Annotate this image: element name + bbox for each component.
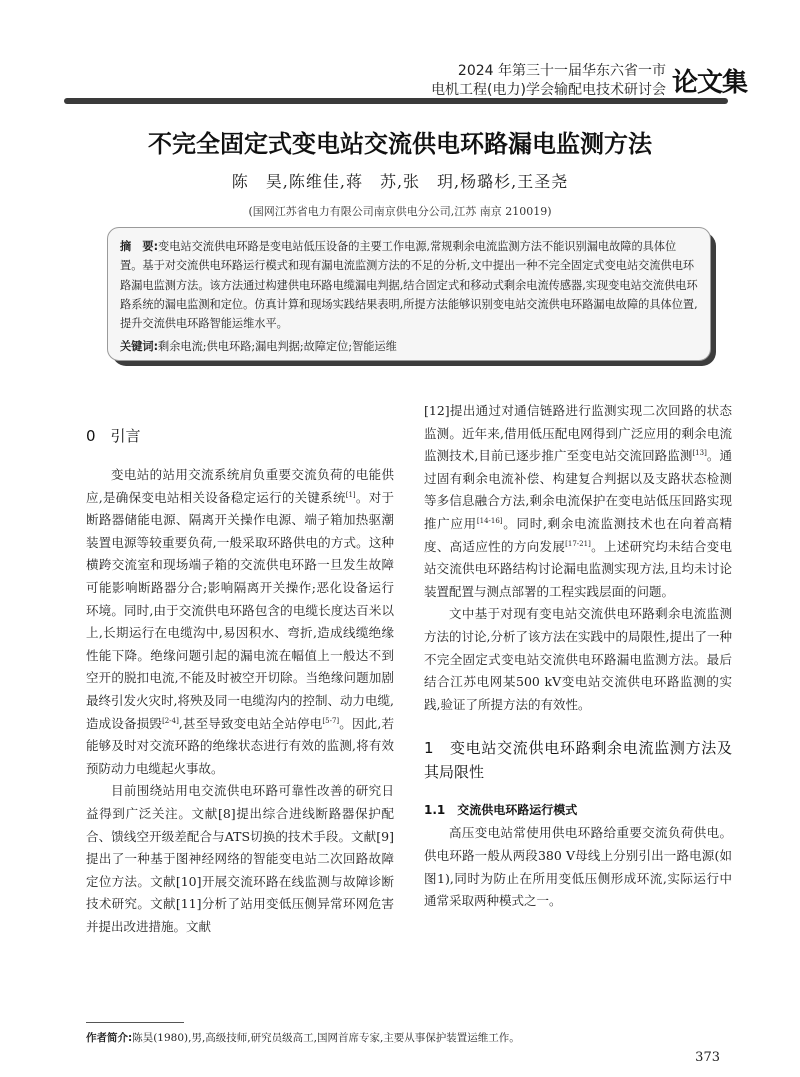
abstract-text: 变电站交流供电环路是变电站低压设备的主要工作电源,常规剩余电流监测方法不能识别漏电故障的具体位置。基于对交流供电环路运行模式和现有漏电流监测方法的不足的分析,文中提出一种不完全固定式变电站交流供电环路漏电监测方法。该方法通过构建供电环路电缆漏电判据,结合固定式和移动式剩余电流传感器,实现变电站交流供电环路系统的漏电监测和定位。仿真计算和现场实践结果表明,所提方法能够识别变电站交流供电环路漏电故障的具体位置,提升交流供电环路智能运维水平。 xyxy=(120,240,698,331)
text-run: 。上述研究均未结合变电站交流供电环路结构讨论漏电监测实现方法,且均未讨论装置配置与测点部署的工程实践层面的问题。 xyxy=(424,538,732,599)
page-number: 373 xyxy=(695,1050,720,1065)
paper-title: 不完全固定式变电站交流供电环路漏电监测方法 xyxy=(148,130,652,158)
section-0-heading: 0 引言 xyxy=(86,427,141,445)
citation: [13] xyxy=(692,449,707,458)
citation: [2-4] xyxy=(162,716,179,725)
abstract-box xyxy=(107,227,711,361)
keywords-label: 关键词: xyxy=(120,340,159,354)
citation: [14-16] xyxy=(476,516,503,525)
author-footnote xyxy=(86,1030,726,1046)
paragraph-3 xyxy=(424,400,732,603)
text-run: 。因此,若能够及时对交流环路的绝缘状态进行有效的监测,将有效预防动力电缆起火事故。 xyxy=(86,715,394,776)
text-run: ,甚至导致变电站全站停电 xyxy=(178,715,323,731)
keywords-text: 剩余电流;供电环路;漏电判据;故障定位;智能运维 xyxy=(158,340,397,354)
text-run: 。同时,剩余电流监测技术也在向着高精度、高适应性的方向发展 xyxy=(424,515,732,554)
section-1-1-heading: 1.1 交流供电环路运行模式 xyxy=(424,803,578,818)
header-proceedings-tag: 论文集 xyxy=(672,68,748,98)
paragraph-1 xyxy=(86,464,394,780)
paragraph-4: 文中基于对现有变电站交流供电环路剩余电流监测方法的讨论,分析了该方法在实践中的局限性,提出了一种不完全固定式变电站交流供电环路漏电监测方法。最后结合江苏电网某500 kV变电站交流供电环路监测的实践,验证了所提方法的有效性。 xyxy=(424,606,732,712)
header-line-1: 2024 年第三十一届华东六省一市 xyxy=(457,63,666,79)
text-run: [12]提出通过对通信链路进行监测实现二次回路的状态监测。近年来,借用低压配电网得到广泛应用的剩余电流监测技术,目前已逐步推广至变电站交流回路监测 xyxy=(424,403,732,464)
left-column xyxy=(86,400,394,938)
citation: [17-21] xyxy=(565,539,591,548)
text-run: 变电站的站用交流系统肩负重要交流负荷的电能供应,是确保变电站相关设备稳定运行的关键系统 xyxy=(86,467,394,505)
section-1-heading: 1 变电站交流供电环路剩余电流监测方法及其局限性 xyxy=(424,739,732,782)
citation: [1] xyxy=(345,490,356,499)
keywords-row xyxy=(120,337,698,356)
footnote-text: 陈昊(1980),男,高级技师,研究员级高工,国网首席专家,主要从事保护装置运维工作。 xyxy=(132,1032,520,1044)
header-line-2: 电机工程(电力)学会输配电技术研讨会 xyxy=(431,82,666,98)
paragraph-2: 目前围绕站用电交流供电环路可靠性改善的研究日益得到广泛关注。文献[8]提出综合进线断路器保护配合、馈线空开级差配合与ATS切换的技术手段。文献[9]提出了一种基于图神经网络的智能变电站二次回路故障定位方法。文献[10]开展交流环路在线监测与故障诊断技术研究。文献[11]分析了站用变低压侧异常环网危害并提出改进措施。文献 xyxy=(86,783,394,934)
citation: [5-7] xyxy=(322,716,340,725)
footnote-label: 作者简介: xyxy=(86,1032,133,1044)
text-run: 。对于断路器储能电源、隔离开关操作电源、端子箱加热驱潮装置电源等较重要负荷,一般采取环路供电的方式。这种横跨交流室和现场端子箱的交流供电环路一旦发生故障可能影响断路器分合;影响隔离开关操作;恶化设备运行环境。同时,由于交流供电环路包含的电缆长度达百米以上,长期运行在电缆沟中,易因积水、弯折,造成线缆绝缘性能下降。绝缘问题引起的漏电流在幅值上一般达不到空开的脱扣电流,不能及时被空开切除。当绝缘问题加剧最终引发火灾时,将殃及同一电缆沟内的控制、动力电缆,造成设备损毁 xyxy=(86,489,394,731)
author-list: 陈 昊,陈维佳,蒋 苏,张 玥,杨璐杉,王圣尧 xyxy=(231,172,569,191)
text-run: 。通过固有剩余电流补偿、构建复合判据以及支路状态检测等多信息融合方法,剩余电流保护在变电站低压回路实现推广应用 xyxy=(424,448,732,531)
header-rule xyxy=(64,98,728,104)
paragraph-5: 高压变电站常使用供电环路给重要交流负荷供电。供电环路一般从两段380 V母线上分别引出一路电源(如图1),同时为防止在所用变低压侧形成环流,实际运行中通常采取两种模式之一。 xyxy=(424,825,732,909)
running-header xyxy=(346,62,666,100)
abstract-label: 摘 要: xyxy=(120,240,159,253)
right-column xyxy=(424,400,732,913)
abstract-paragraph xyxy=(120,237,698,333)
affiliation: (国网江苏省电力有限公司南京供电分公司,江苏 南京 210019) xyxy=(248,205,552,218)
footnote-rule xyxy=(86,1022,184,1023)
